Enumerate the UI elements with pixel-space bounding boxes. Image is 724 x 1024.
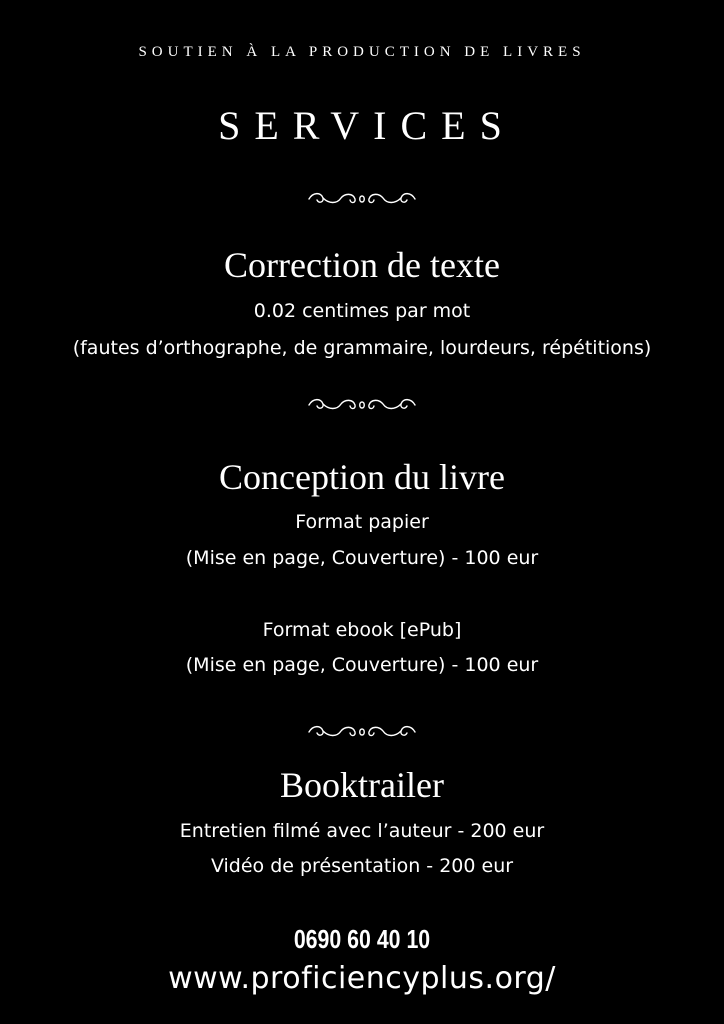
section-title-booktrailer: Booktrailer <box>280 765 444 805</box>
divider-ornament <box>0 721 724 743</box>
section-title-correction: Correction de texte <box>224 245 500 285</box>
divider-ornament <box>0 188 724 210</box>
conception-ebook-details: (Mise en page, Couverture) - 100 eur <box>185 654 539 676</box>
correction-details: (fautes d’orthographe, de grammaire, lourdeurs, répétitions) <box>72 337 652 359</box>
flourish-divider-icon <box>307 188 417 210</box>
conception-paper-format: Format papier <box>295 511 429 533</box>
flourish-divider-icon <box>307 394 417 416</box>
divider-ornament <box>0 394 724 416</box>
conception-paper-details: (Mise en page, Couverture) - 100 eur <box>185 547 539 569</box>
page-title: SERVICES <box>218 103 516 148</box>
flourish-divider-icon <box>307 721 417 743</box>
header-kicker: SOUTIEN À LA PRODUCTION DE LIVRES <box>138 44 586 60</box>
phone-number: 0690 60 40 10 <box>293 924 431 954</box>
correction-price: 0.02 centimes par mot <box>253 300 471 322</box>
booktrailer-video: Vidéo de présentation - 200 eur <box>210 855 514 877</box>
booktrailer-interview: Entretien filmé avec l’auteur - 200 eur <box>179 820 545 842</box>
website-url: www.proficiencyplus.org/ <box>168 961 556 996</box>
section-title-conception: Conception du livre <box>219 457 505 497</box>
conception-ebook-format: Format ebook [ePub] <box>262 619 462 641</box>
